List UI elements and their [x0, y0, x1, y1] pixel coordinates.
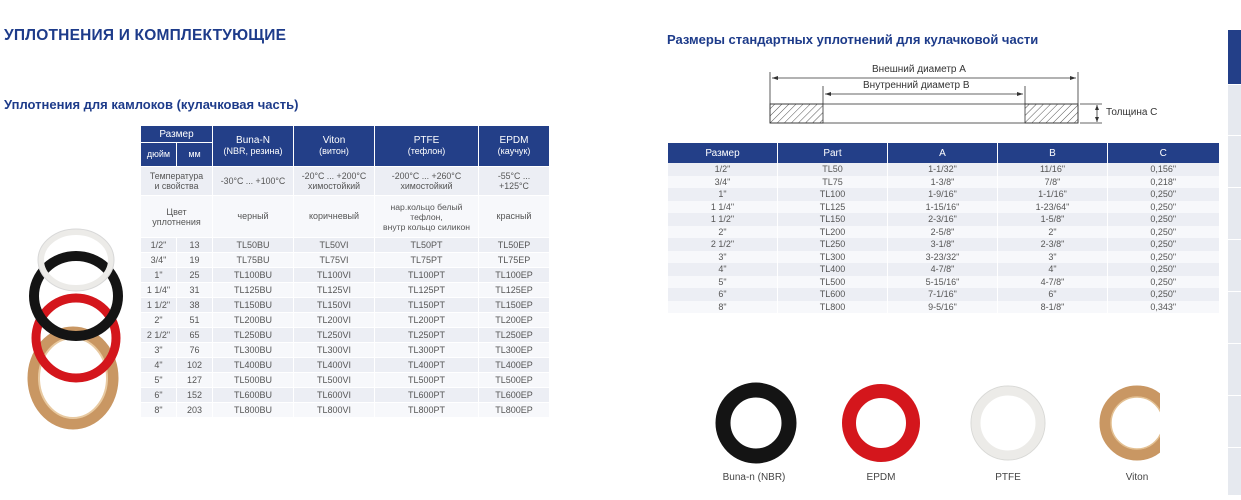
seal-samples — [700, 378, 1160, 468]
ring-label-nbr: Buna-n (NBR) — [722, 472, 786, 483]
cell-part: TL600 — [778, 288, 888, 301]
temp-buna: -30°C ... +100°C — [213, 167, 294, 196]
page-title: УПЛОТНЕНИЯ И КОМПЛЕКТУЮЩИЕ — [4, 27, 287, 44]
cell-part: TL50 — [778, 163, 888, 176]
table-row — [141, 253, 550, 268]
cell-a: 1-3/8" — [888, 176, 998, 189]
cell-size: 1" — [668, 188, 778, 201]
cell-inch: 1/2" — [141, 238, 177, 253]
side-nav-tab[interactable] — [1228, 188, 1241, 240]
side-nav-strip — [1228, 30, 1241, 495]
temp-epdm: -55°C ... +125°C — [479, 167, 550, 196]
cell-ep: TL125EP — [479, 283, 550, 298]
cell-c: 0,250" — [1108, 251, 1219, 264]
cell-pt: TL400PT — [375, 358, 479, 373]
table-row — [668, 263, 1219, 276]
table-row — [141, 403, 550, 418]
table-row — [141, 358, 550, 373]
cell-c: 0,250" — [1108, 276, 1219, 289]
cell-mm: 127 — [177, 373, 213, 388]
cell-a: 9-5/16" — [888, 301, 998, 314]
cell-c: 0,250" — [1108, 201, 1219, 214]
cell-inch: 2 1/2" — [141, 328, 177, 343]
cell-inch: 2" — [141, 313, 177, 328]
table-row — [141, 298, 550, 313]
table-row — [668, 251, 1219, 264]
header-mm: мм — [177, 143, 213, 167]
header-b: B — [998, 143, 1108, 163]
header-epdm: EPDM (каучук) — [479, 126, 550, 167]
cell-part: TL300 — [778, 251, 888, 264]
temp-ptfe: -200°C ... +260°C химостойкий — [375, 167, 479, 196]
header-buna-n: Buna-N (NBR, резина) — [213, 126, 294, 167]
cell-mm: 31 — [177, 283, 213, 298]
cell-b: 1-5/8" — [998, 213, 1108, 226]
table-row — [141, 388, 550, 403]
left-section-title: Уплотнения для камлоков (кулачковая часть) — [4, 97, 299, 112]
table-row — [668, 163, 1219, 176]
cell-c: 0,250" — [1108, 288, 1219, 301]
ring-ptfe-image — [976, 391, 1040, 455]
cell-inch: 1" — [141, 268, 177, 283]
cell-ep: TL250EP — [479, 328, 550, 343]
ring-viton-image — [1105, 391, 1160, 455]
table-row — [141, 373, 550, 388]
cell-bu: TL125BU — [213, 283, 294, 298]
cell-b: 11/16" — [998, 163, 1108, 176]
side-nav-tab[interactable] — [1228, 344, 1241, 396]
cell-a: 3-23/32" — [888, 251, 998, 264]
cell-bu: TL100BU — [213, 268, 294, 283]
cell-vi: TL200VI — [294, 313, 375, 328]
cell-mm: 25 — [177, 268, 213, 283]
table-row — [141, 328, 550, 343]
cell-size: 2" — [668, 226, 778, 239]
cell-ep: TL400EP — [479, 358, 550, 373]
cell-mm: 19 — [177, 253, 213, 268]
cell-b: 4-7/8" — [998, 276, 1108, 289]
cell-inch: 5" — [141, 373, 177, 388]
cell-bu: TL50BU — [213, 238, 294, 253]
header-size: Размер — [141, 126, 213, 143]
table-row — [668, 201, 1219, 214]
table-row — [141, 343, 550, 358]
table-row — [141, 268, 550, 283]
cell-c: 0,218" — [1108, 176, 1219, 189]
color-viton: коричневый — [294, 196, 375, 238]
table-row — [668, 238, 1219, 251]
section-left-hatch — [770, 104, 823, 123]
table-row — [668, 226, 1219, 239]
cell-b: 8-1/8" — [998, 301, 1108, 314]
table-row — [141, 238, 550, 253]
cell-bu: TL150BU — [213, 298, 294, 313]
cell-b: 2-3/8" — [998, 238, 1108, 251]
cell-pt: TL200PT — [375, 313, 479, 328]
cell-bu: TL200BU — [213, 313, 294, 328]
cell-inch: 1 1/4" — [141, 283, 177, 298]
side-nav-active-tab[interactable] — [1228, 30, 1241, 85]
cell-bu: TL400BU — [213, 358, 294, 373]
header-inch: дюйм — [141, 143, 177, 167]
color-buna: черный — [213, 196, 294, 238]
cell-pt: TL50PT — [375, 238, 479, 253]
cell-vi: TL150VI — [294, 298, 375, 313]
ring-label-viton: Viton — [1125, 472, 1149, 483]
cell-pt: TL150PT — [375, 298, 479, 313]
cell-size: 3/4" — [668, 176, 778, 189]
cell-size: 8" — [668, 301, 778, 314]
cell-vi: TL75VI — [294, 253, 375, 268]
table-row — [668, 176, 1219, 189]
thickness-label: Толщина C — [1106, 107, 1158, 118]
header-ptfe: PTFE (тефлон) — [375, 126, 479, 167]
cell-b: 6" — [998, 288, 1108, 301]
stacked-seals-image — [20, 228, 132, 440]
section-right-hatch — [1025, 104, 1078, 123]
cell-part: TL500 — [778, 276, 888, 289]
header-a: A — [888, 143, 998, 163]
cell-part: TL150 — [778, 213, 888, 226]
cell-ep: TL75EP — [479, 253, 550, 268]
cell-vi: TL800VI — [294, 403, 375, 418]
color-epdm: красный — [479, 196, 550, 238]
cell-c: 0,250" — [1108, 263, 1219, 276]
ring-epdm-image — [849, 391, 913, 455]
cell-bu: TL800BU — [213, 403, 294, 418]
cell-part: TL800 — [778, 301, 888, 314]
table-row — [668, 276, 1219, 289]
cell-size: 1 1/4" — [668, 201, 778, 214]
cell-ep: TL100EP — [479, 268, 550, 283]
cell-c: 0,250" — [1108, 213, 1219, 226]
header-viton: Viton (витон) — [294, 126, 375, 167]
cell-part: TL75 — [778, 176, 888, 189]
cell-part: TL250 — [778, 238, 888, 251]
cell-a: 2-5/8" — [888, 226, 998, 239]
cell-vi: TL400VI — [294, 358, 375, 373]
cell-b: 3" — [998, 251, 1108, 264]
cell-pt: TL250PT — [375, 328, 479, 343]
cell-a: 4-7/8" — [888, 263, 998, 276]
cell-pt: TL300PT — [375, 343, 479, 358]
cell-mm: 76 — [177, 343, 213, 358]
cell-ep: TL600EP — [479, 388, 550, 403]
cell-a: 5-15/16" — [888, 276, 998, 289]
outer-diameter-label: Внешний диаметр A — [868, 64, 970, 75]
table-row — [668, 288, 1219, 301]
cell-size: 6" — [668, 288, 778, 301]
side-nav-tab[interactable] — [1228, 396, 1241, 448]
cell-bu: TL75BU — [213, 253, 294, 268]
cell-inch: 4" — [141, 358, 177, 373]
cell-mm: 152 — [177, 388, 213, 403]
table-row — [668, 301, 1219, 314]
cell-size: 1/2" — [668, 163, 778, 176]
cell-a: 7-1/16" — [888, 288, 998, 301]
cell-size: 3" — [668, 251, 778, 264]
cell-c: 0,250" — [1108, 238, 1219, 251]
cell-inch: 6" — [141, 388, 177, 403]
side-nav-tab[interactable] — [1228, 84, 1241, 136]
ring-label-ptfe: PTFE — [995, 472, 1021, 483]
cell-size: 1 1/2" — [668, 213, 778, 226]
header-size: Размер — [668, 143, 778, 163]
table-row — [141, 313, 550, 328]
cell-vi: TL600VI — [294, 388, 375, 403]
side-nav-tab[interactable] — [1228, 136, 1241, 188]
cell-b: 1-23/64" — [998, 201, 1108, 214]
cell-vi: TL50VI — [294, 238, 375, 253]
cell-mm: 203 — [177, 403, 213, 418]
cell-mm: 102 — [177, 358, 213, 373]
cell-c: 0,250" — [1108, 226, 1219, 239]
camlock-seals-table — [140, 125, 550, 418]
cell-a: 3-1/8" — [888, 238, 998, 251]
cell-pt: TL125PT — [375, 283, 479, 298]
cell-mm: 65 — [177, 328, 213, 343]
cell-ep: TL200EP — [479, 313, 550, 328]
cell-ep: TL800EP — [479, 403, 550, 418]
table-row — [668, 213, 1219, 226]
cell-part: TL200 — [778, 226, 888, 239]
cell-ep: TL50EP — [479, 238, 550, 253]
side-nav-tab[interactable] — [1228, 448, 1241, 500]
cell-inch: 1 1/2" — [141, 298, 177, 313]
table-row — [668, 188, 1219, 201]
cell-c: 0,343" — [1108, 301, 1219, 314]
cell-inch: 3/4" — [141, 253, 177, 268]
cell-inch: 3" — [141, 343, 177, 358]
color-row: Цвет уплотнения черный коричневый нар.кольцо белый тефлон, внутр кольцо силикон красный — [141, 196, 550, 238]
cell-vi: TL500VI — [294, 373, 375, 388]
cell-b: 4" — [998, 263, 1108, 276]
cell-pt: TL500PT — [375, 373, 479, 388]
cell-pt: TL75PT — [375, 253, 479, 268]
cell-ep: TL300EP — [479, 343, 550, 358]
cell-bu: TL250BU — [213, 328, 294, 343]
cell-pt: TL100PT — [375, 268, 479, 283]
cell-b: 7/8" — [998, 176, 1108, 189]
color-ptfe: нар.кольцо белый тефлон, внутр кольцо силикон — [375, 196, 479, 238]
cell-inch: 8" — [141, 403, 177, 418]
seal-dimensions-table — [667, 143, 1219, 313]
cell-part: TL125 — [778, 201, 888, 214]
header-part: Part — [778, 143, 888, 163]
cell-mm: 13 — [177, 238, 213, 253]
cell-bu: TL600BU — [213, 388, 294, 403]
ring-nbr-image — [723, 390, 789, 456]
cell-pt: TL600PT — [375, 388, 479, 403]
cell-size: 5" — [668, 276, 778, 289]
cell-size: 4" — [668, 263, 778, 276]
cell-c: 0,250" — [1108, 188, 1219, 201]
cell-pt: TL800PT — [375, 403, 479, 418]
side-nav-tab[interactable] — [1228, 240, 1241, 292]
cell-size: 2 1/2" — [668, 238, 778, 251]
cell-vi: TL125VI — [294, 283, 375, 298]
cell-ep: TL500EP — [479, 373, 550, 388]
cell-ep: TL150EP — [479, 298, 550, 313]
cell-c: 0,156" — [1108, 163, 1219, 176]
temperature-row: Температура и свойства -30°C ... +100°C -20°C ... +200°C химостойкий -200°C ... +260°C химостойкий -55°C ... +125°C — [141, 167, 550, 196]
cell-part: TL100 — [778, 188, 888, 201]
side-nav-tab[interactable] — [1228, 292, 1241, 344]
temp-viton: -20°C ... +200°C химостойкий — [294, 167, 375, 196]
cell-a: 1-15/16" — [888, 201, 998, 214]
cell-vi: TL300VI — [294, 343, 375, 358]
cell-a: 2-3/16" — [888, 213, 998, 226]
cell-b: 2" — [998, 226, 1108, 239]
cell-vi: TL250VI — [294, 328, 375, 343]
cell-a: 1-1/32" — [888, 163, 998, 176]
right-section-title: Размеры стандартных уплотнений для кулачковой части — [667, 32, 1039, 47]
cell-bu: TL500BU — [213, 373, 294, 388]
cell-part: TL400 — [778, 263, 888, 276]
inner-diameter-label: Внутренний диаметр B — [859, 80, 974, 91]
cell-mm: 51 — [177, 313, 213, 328]
ring-label-epdm: EPDM — [866, 472, 896, 483]
cell-b: 1-1/16" — [998, 188, 1108, 201]
table-row — [141, 283, 550, 298]
cell-vi: TL100VI — [294, 268, 375, 283]
header-c: C — [1108, 143, 1219, 163]
cell-a: 1-9/16" — [888, 188, 998, 201]
cell-mm: 38 — [177, 298, 213, 313]
cell-bu: TL300BU — [213, 343, 294, 358]
